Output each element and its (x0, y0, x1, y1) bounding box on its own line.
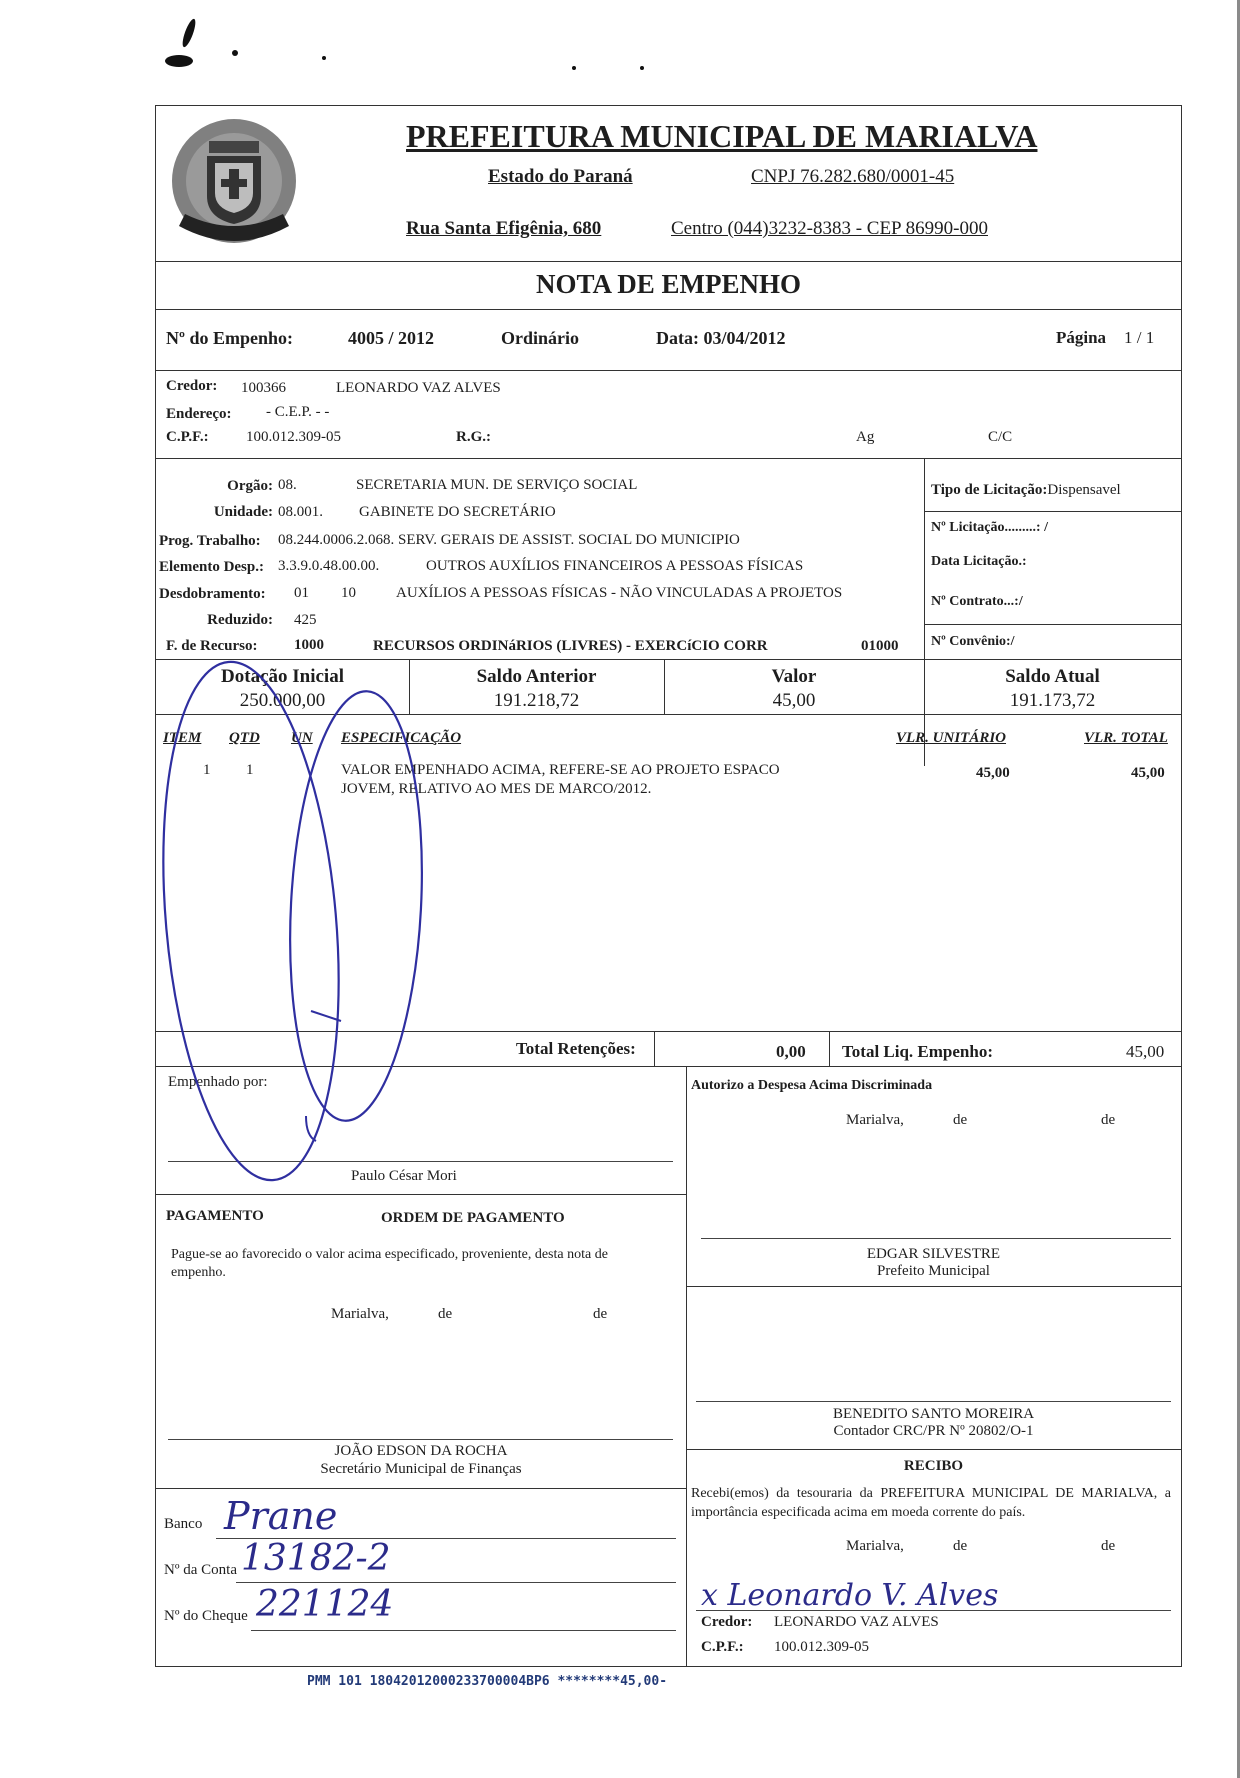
prefeito-name: EDGAR SILVESTRE (866, 1246, 1001, 1262)
scan-speck (180, 18, 198, 49)
elemento-label: Elemento Desp.: (159, 559, 264, 575)
secretario-role: Secretário Municipal de Finanças (320, 1461, 522, 1477)
valor-label: Valor (771, 666, 817, 687)
header-state: Estado do Paraná (488, 166, 633, 187)
credor-label: Credor: (166, 378, 218, 394)
recibo-label: RECIBO (903, 1458, 964, 1474)
cpf-value: 100.012.309-05 (246, 429, 341, 445)
desdobramento-label: Desdobramento: (159, 586, 266, 602)
nota-de-empenho-form (155, 105, 1182, 1667)
endereco-label: Endereço: (166, 406, 232, 422)
ag-label: Ag (856, 429, 875, 445)
credor-name: LEONARDO VAZ ALVES (336, 380, 501, 396)
row-spec-line-1: VALOR EMPENHADO ACIMA, REFERE-SE AO PROJETO ESPACO (341, 762, 780, 778)
saldo-anterior-label: Saldo Anterior (476, 666, 597, 687)
autorizo-de-1: de (953, 1112, 968, 1128)
convenio-numero: Nº Convênio:/ (931, 634, 1015, 649)
liquido-value: 45,00 (1126, 1042, 1165, 1061)
unidade-value: GABINETE DO SECRETÁRIO (359, 504, 556, 520)
scan-speck (232, 50, 238, 56)
prog-trabalho-value: 08.244.0006.2.068. SERV. GERAIS DE ASSIST. SOCIAL DO MUNICIPIO (278, 532, 740, 548)
orgao-code: 08. (278, 477, 297, 493)
retencoes-label: Total Retenções: (516, 1039, 636, 1058)
empenho-label: Nº do Empenho: (166, 328, 293, 348)
secretario-name: JOÃO EDSON DA ROCHA (334, 1443, 508, 1459)
col-un-header: UN (291, 730, 313, 746)
saldo-atual-value: 191.173,72 (1009, 690, 1096, 711)
pagamento-city: Marialva, (331, 1306, 389, 1322)
endereco-value: - C.E.P. - - (266, 404, 330, 420)
empenho-type: Ordinário (501, 328, 580, 348)
recibo-text: Recebi(emos) da tesouraria da PREFEITURA MUNICIPAL DE MARIALVA, a importância especificada acima em moeda corrente do país. (691, 1486, 1171, 1520)
saldo-anterior-value: 191.218,72 (493, 690, 580, 711)
valor-value: 45,00 (772, 690, 816, 711)
liquido-label: Total Liq. Empenho: (842, 1042, 993, 1061)
unidade-code: 08.001. (278, 504, 323, 520)
banco-label: Banco (164, 1516, 203, 1532)
dotacao-inicial-value: 250.000,00 (239, 690, 326, 711)
reduzido-value: 425 (294, 612, 317, 628)
credor-signature: x Leonardo V. Alves (701, 1578, 999, 1613)
recibo-cpf-label: C.P.F.: (701, 1639, 744, 1655)
recibo-city: Marialva, (846, 1538, 904, 1554)
licitacao-tipo-value: Dispensavel (1047, 482, 1121, 498)
unidade-label: Unidade: (213, 504, 273, 520)
document-title: NOTA DE EMPENHO (535, 269, 802, 299)
autorizo-city: Marialva, (846, 1112, 904, 1128)
prog-trabalho-label: Prog. Trabalho: (159, 533, 261, 549)
cpf-label: C.P.F.: (166, 429, 209, 445)
orgao-value: SECRETARIA MUN. DE SERVIÇO SOCIAL (356, 477, 638, 493)
reduzido-label: Reduzido: (207, 612, 273, 628)
empenhado-name: Paulo César Mori (351, 1168, 457, 1184)
credor-code: 100366 (241, 380, 286, 396)
row-item: 1 (203, 762, 211, 778)
dotacao-inicial-label: Dotação Inicial (221, 666, 344, 687)
pagamento-text: Pague-se ao favorecido o valor acima especificado, proveniente, desta nota de empenho. (171, 1247, 608, 1280)
recibo-de-1: de (953, 1538, 968, 1554)
pagamento-label: PAGAMENTO (166, 1208, 264, 1224)
col-unit-header: VLR. UNITÁRIO (896, 730, 1007, 746)
col-total-header: VLR. TOTAL (1084, 730, 1168, 746)
contador-role: Contador CRC/PR Nº 20802/O-1 (833, 1423, 1034, 1439)
row-total-value: 45,00 (1131, 765, 1165, 781)
scan-speck (322, 56, 326, 60)
desdobramento-b: 10 (341, 585, 356, 601)
licitacao-numero: Nº Licitação.........: / (931, 520, 1048, 535)
autorizo-de-2: de (1101, 1112, 1116, 1128)
orgao-label: Orgão: (227, 478, 273, 494)
contrato-numero: Nº Contrato...:/ (931, 594, 1023, 609)
conta-value: 13182-2 (241, 1538, 391, 1579)
header-cnpj: CNPJ 76.282.680/0001-45 (751, 166, 955, 187)
row-unit-value: 45,00 (976, 765, 1010, 781)
header-address: Rua Santa Efigênia, 680 (406, 218, 602, 239)
conta-label: Nº da Conta (164, 1562, 237, 1578)
recibo-credor-label: Credor: (701, 1614, 753, 1630)
licitacao-data: Data Licitação.: (931, 554, 1027, 569)
row-qtd: 1 (246, 762, 254, 778)
col-spec-header: ESPECIFICAÇÃO (341, 730, 462, 746)
empenhado-label: Empenhado por: (168, 1074, 268, 1090)
desdobramento-a: 01 (294, 585, 309, 601)
cheque-value: 221124 (256, 1584, 394, 1625)
empenho-date: Data: 03/04/2012 (656, 328, 786, 348)
pagamento-de-2: de (593, 1306, 608, 1322)
col-qtd-header: QTD (229, 730, 260, 746)
licitacao-tipo-label (931, 482, 1121, 499)
page-label: Página (1056, 328, 1107, 347)
desdobramento-value: AUXÍLIOS A PESSOAS FÍSICAS - NÃO VINCULADAS A PROJETOS (396, 585, 843, 601)
rg-label: R.G.: (456, 429, 491, 445)
recurso-number: 01000 (861, 638, 899, 654)
elemento-value: OUTROS AUXÍLIOS FINANCEIROS A PESSOAS FÍSICAS (426, 558, 804, 574)
cc-label: C/C (988, 429, 1013, 445)
empenho-number: 4005 / 2012 (348, 328, 435, 348)
pen-marks (156, 646, 476, 1206)
scan-speck (165, 55, 193, 67)
ordem-pagamento-label: ORDEM DE PAGAMENTO (381, 1210, 565, 1226)
recurso-code: 1000 (294, 637, 324, 653)
recibo-de-2: de (1101, 1538, 1116, 1554)
row-spec-line-2: JOVEM, RELATIVO AO MES DE MARCO/2012. (341, 781, 652, 797)
header-address-2: Centro (044)3232-8383 - CEP 86990-000 (671, 218, 988, 239)
col-item-header: ITEM (163, 730, 202, 746)
header-title: PREFEITURA MUNICIPAL DE MARIALVA (406, 118, 1038, 154)
elemento-code: 3.3.9.0.48.00.00. (278, 558, 380, 574)
licitacao-tipo-label-text: Tipo de Licitação: (931, 482, 1048, 498)
pagamento-de-1: de (438, 1306, 453, 1322)
recibo-credor-name: LEONARDO VAZ ALVES (774, 1614, 939, 1630)
footer-print-code: PMM 101 18042012000233700004BP6 ********45,00- (307, 1674, 668, 1689)
recibo-cpf-value: 100.012.309-05 (774, 1639, 869, 1655)
page-number: 1 / 1 (1124, 328, 1155, 347)
prefeito-role: Prefeito Municipal (877, 1263, 990, 1279)
contador-name: BENEDITO SANTO MOREIRA (832, 1406, 1035, 1422)
banco-value: Prane (224, 1494, 338, 1538)
recurso-label: F. de Recurso: (166, 638, 258, 654)
scan-speck (572, 66, 576, 70)
recurso-value: RECURSOS ORDINáRIOS (LIVRES) - EXERCíCIO CORR (373, 638, 768, 654)
autorizo-label: Autorizo a Despesa Acima Discriminada (691, 1078, 933, 1093)
retencoes-value: 0,00 (776, 1042, 806, 1061)
scan-speck (640, 66, 644, 70)
saldo-atual-label: Saldo Atual (1005, 666, 1100, 687)
cheque-label: Nº do Cheque (164, 1608, 248, 1624)
coat-of-arms-logo (159, 111, 309, 256)
